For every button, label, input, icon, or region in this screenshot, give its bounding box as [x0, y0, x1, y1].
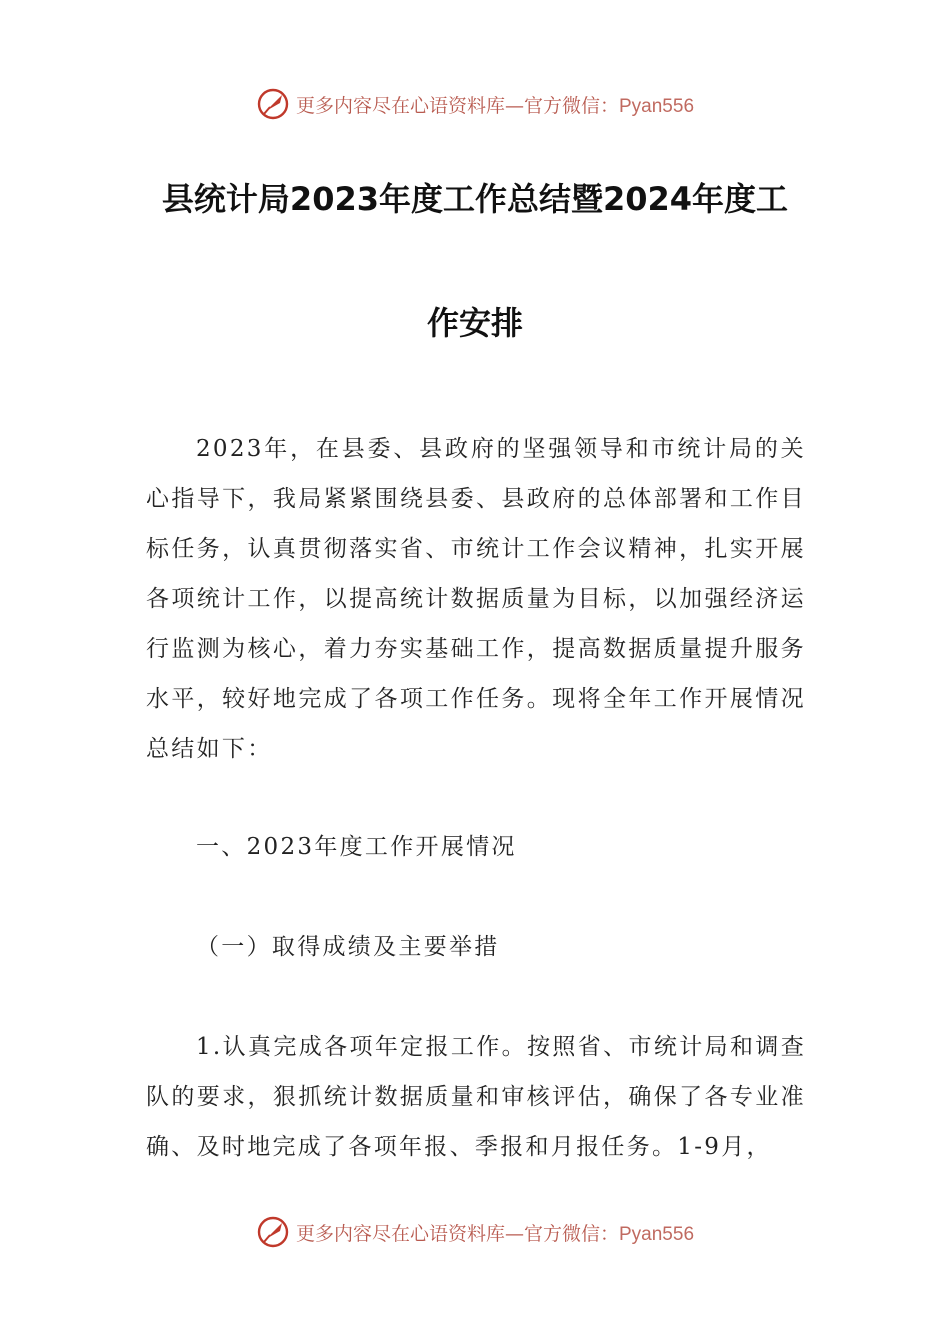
watermark-text: 更多内容尽在心语资料库—官方微信：	[295, 94, 619, 117]
watermark-wechat-id: Pyan556	[619, 1223, 695, 1245]
footer-watermark	[0, 1212, 950, 1252]
quill-logo-icon	[256, 1215, 290, 1249]
watermark-wechat-id: Pyan556	[619, 95, 695, 117]
item-1-paragraph: 1.认真完成各项年定报工作。按照省、市统计局和调查队的要求，狠抓统计数据质量和审核评估，确保了各专业准确、及时地完成了各项年报、季报和月报任务。1-9月，	[146, 1034, 806, 1160]
header-watermark	[0, 84, 950, 124]
section-heading-1: 一、2023年度工作开展情况	[196, 834, 517, 860]
quill-logo-icon	[256, 87, 290, 121]
document-title-line2: 作安排	[426, 304, 523, 342]
document-title-line1: 县统计局2023年度工作总结暨2024年度工	[161, 180, 789, 218]
intro-paragraph: 2023年，在县委、县政府的坚强领导和市统计局的关心指导下，我局紧紧围绕县委、县政府的总体部署和工作目标任务，认真贯彻落实省、市统计工作会议精神，扎实开展各项统计工作，以提高统计数据质量为目标，以加强经济运行监测为核心，着力夯实基础工作，提高数据质量提升服务水平，较好地完成了各项工作任务。现将全年工作开展情况总结如下：	[146, 436, 806, 762]
watermark-text: 更多内容尽在心语资料库—官方微信：	[295, 1222, 619, 1245]
subsection-heading-1: （一）取得成绩及主要举措	[196, 934, 500, 960]
